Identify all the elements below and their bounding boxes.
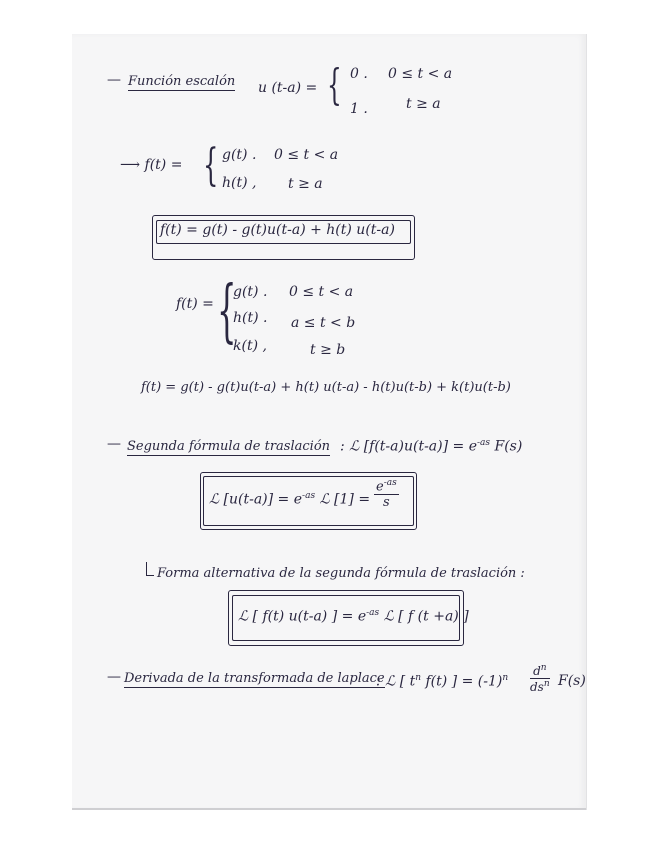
- section1-case1-val: 0 .: [350, 66, 368, 82]
- piecewise2-case2-cond: t ≥ a: [288, 176, 323, 192]
- alt-label: Forma alternativa de la segunda fórmula de traslación :: [157, 566, 525, 581]
- section2-formula: : ℒ $[f(t-a)u(t-a)] = e^{-as}$ F(s): [340, 438, 523, 455]
- piecewise2-case1-val: g(t) .: [222, 147, 257, 163]
- piecewise3-case3-cond: t ≥ b: [310, 342, 346, 358]
- piecewise3-brace: {: [217, 272, 237, 351]
- section1-brace: {: [327, 60, 342, 109]
- piecewise3-case2-cond: a ≤ t < b: [291, 315, 356, 331]
- piecewise2-brace: {: [203, 140, 219, 191]
- piecewise3-case1-cond: 0 ≤ t < a: [289, 284, 354, 300]
- piecewise2-case2-val: h(t) ,: [222, 175, 257, 191]
- piecewise3-case2-val: h(t) .: [233, 310, 268, 326]
- piecewise3-case3-val: k(t) ,: [233, 338, 267, 354]
- section2-dash: —: [107, 436, 121, 452]
- boxed-formula-1-text: f(t) = g(t) - g(t)u(t-a) + h(t) u(t-a): [160, 222, 395, 238]
- page-bottom-edge: [72, 808, 586, 810]
- section3-dash: —: [107, 669, 121, 685]
- section2-title: Segunda fórmula de traslación: [127, 439, 331, 454]
- section1-title: Función escalón: [128, 74, 236, 89]
- section1-case2-cond: t ≥ a: [406, 96, 441, 112]
- section3-title: Derivada de la transformada de laplace: [124, 671, 385, 686]
- piecewise2-lhs: ⟶ f(t) =: [120, 157, 183, 173]
- section1-case1-cond: 0 ≤ t < a: [388, 66, 453, 82]
- piecewise3-case1-val: g(t) .: [233, 284, 268, 300]
- section1-dash: —: [107, 72, 121, 88]
- section3-formula-end: F(s): [558, 673, 586, 689]
- alt-hook-line: [146, 562, 154, 576]
- section3-derivative-fraction: $d^n$ $ds^n$: [530, 663, 550, 694]
- piecewise3-lhs: f(t) =: [176, 296, 214, 312]
- section1-case2-val: 1 .: [350, 101, 368, 117]
- boxed-formula-3-text: ℒ [ f(t) u(t-a) ] = $e^{-as}$ ℒ [ f (t +a) ]: [238, 608, 469, 625]
- boxed-formula-2-fraction: $\frac{e^{-as}}{s}$: [376, 478, 397, 511]
- section1-lhs: u (t-a) =: [258, 80, 318, 96]
- boxed-formula-2-lhs: ℒ $[u(t-a)] = e^{-as}$ ℒ [1] =: [209, 491, 371, 508]
- expansion-formula: f(t) = g(t) - g(t)u(t-a) + h(t) u(t-a) - h(t)u(t-b) + k(t)u(t-b): [141, 380, 511, 395]
- piecewise2-case1-cond: 0 ≤ t < a: [274, 147, 339, 163]
- section3-formula: : ℒ [ $t^n$ f(t) ] = $(-1)^n$: [376, 673, 509, 690]
